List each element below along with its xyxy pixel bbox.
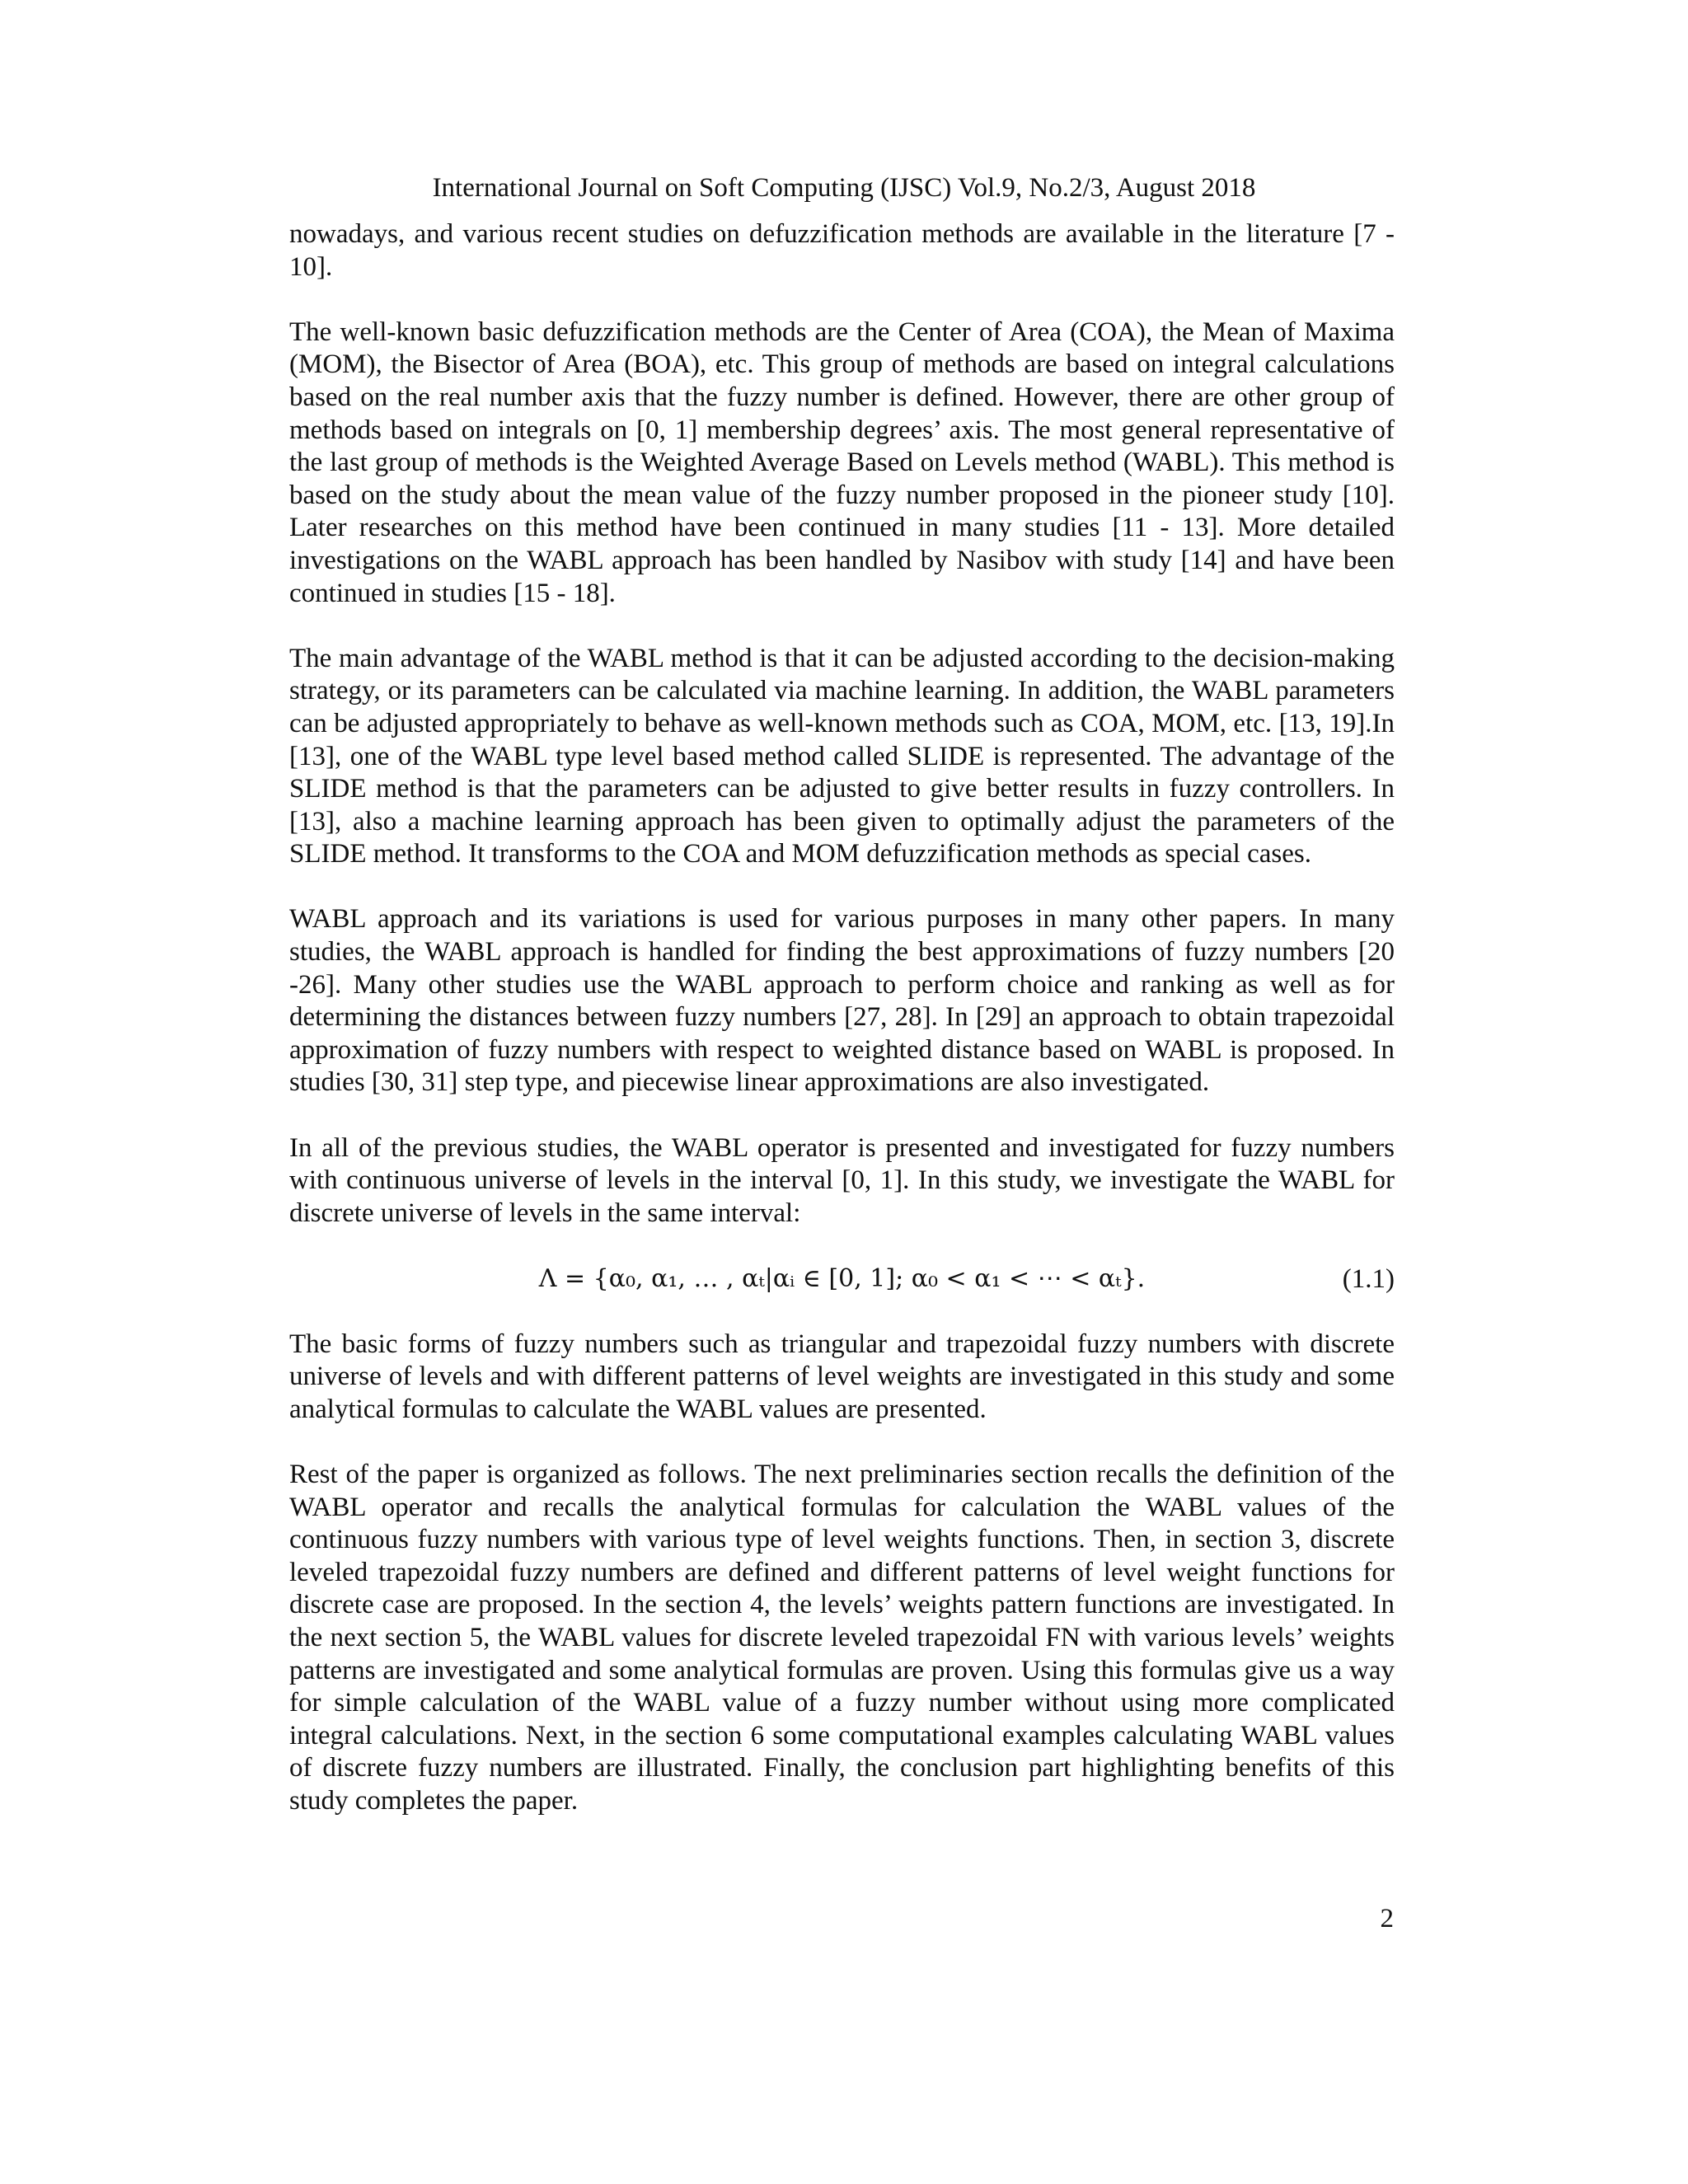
body-text [289,218,1395,1818]
paragraph-basic-forms: The basic forms of fuzzy numbers such as triangular and trapezoidal fuzzy numbers with discrete universe of levels and with different patterns of level weights are investigated in this study and some analytical formulas to calculate the WABL values are presented. [289,1329,1395,1424]
paragraph-wabl-advantage: The main advantage of the WABL method is that it can be adjusted according to the decision-making strategy, or its parameters can be calculated via machine learning. In addition, the WABL parameters can be adjusted appropriately to behave as well-known methods such as COA, MOM, etc. [13, 19].In [13], one of the WABL type level based method called SLIDE is represented. The advantage of the SLIDE method is that the parameters can be adjusted to give better results in fuzzy controllers. In [13], also a machine learning approach has been given to optimally adjust the parameters of the SLIDE method. It transforms to the COA and MOM defuzzification methods as special cases. [289,643,1395,869]
paragraph-defuzzification-methods: The well-known basic defuzzification methods are the Center of Area (COA), the Mean of Maxima (MOM), the Bisector of Area (BOA), etc. This group of methods are based on integral calculations based on the real number axis that the fuzzy number is defined. However, there are other group of methods based on integrals on [0, 1] membership degrees’ axis. The most general representative of the last group of methods is the Weighted Average Based on Levels method (WABL). This method is based on the study about the mean value of the fuzzy number proposed in the pioneer study [10]. Later researches on this method have been continued in many studies [11 - 13]. More detailed investigations on the WABL approach has been handled by Nasibov with study [14] and have been continued in studies [15 - 18]. [289,316,1395,608]
paragraph-wabl-applications: WABL approach and its variations is used for various purposes in many other papers. In many studies, the WABL approach is handled for finding the best approximations of fuzzy numbers [20 -26]. Many other studies use the WABL approach to perform choice and ranking as well as for determining the distances between fuzzy numbers [27, 28]. In [29] an approach to obtain trapezoidal approximation of fuzzy numbers with respect to weighted distance based on WABL is proposed. In studies [30, 31] step type, and piecewise linear approximations are also investigated. [289,904,1395,1098]
paragraph-discrete-levels-intro: In all of the previous studies, the WABL operator is presented and investigated for fuzzy numbers with continuous universe of levels in the interval [0, 1]. In this study, we investigate the WABL for discrete universe of levels in the same interval: [289,1132,1395,1228]
paragraph-continuation: nowadays, and various recent studies on defuzzification methods are available in the literature [7 - 10]. [289,219,1395,282]
equation-levels-set: Λ = {α₀, α₁, … , αₜ|αᵢ ∈ [0, 1]; α₀ < α₁ < ⋯ < αₜ}. [538,1264,1146,1293]
paragraph-paper-organization: Rest of the paper is organized as follows. The next preliminaries section recalls the definition of the WABL operator and recalls the analytical formulas for calculation the WABL values of the continuous fuzzy numbers with various type of level weights functions. Then, in section 3, discrete leveled trapezoidal fuzzy numbers are defined and different patterns of level weight functions for discrete case are proposed. In the section 4, the levels’ weights pattern functions are investigated. In the next section 5, the WABL values for discrete leveled trapezoidal FN with various levels’ weights patterns are investigated and some analytical formulas are proven. Using this formulas give us a way for simple calculation of the WABL value of a fuzzy number without using more complicated integral calculations. Next, in the section 6 some computational examples calculating WABL values of discrete fuzzy numbers are illustrated. Finally, the conclusion part highlighting benefits of this study completes the paper. [289,1459,1395,1816]
equation-block [289,1263,1395,1296]
equation-number: (1.1) [1342,1264,1395,1294]
page-number: 2 [1380,1904,1394,1933]
journal-header: International Journal on Soft Computing (IJSC) Vol.9, No.2/3, August 2018 [432,173,1256,203]
